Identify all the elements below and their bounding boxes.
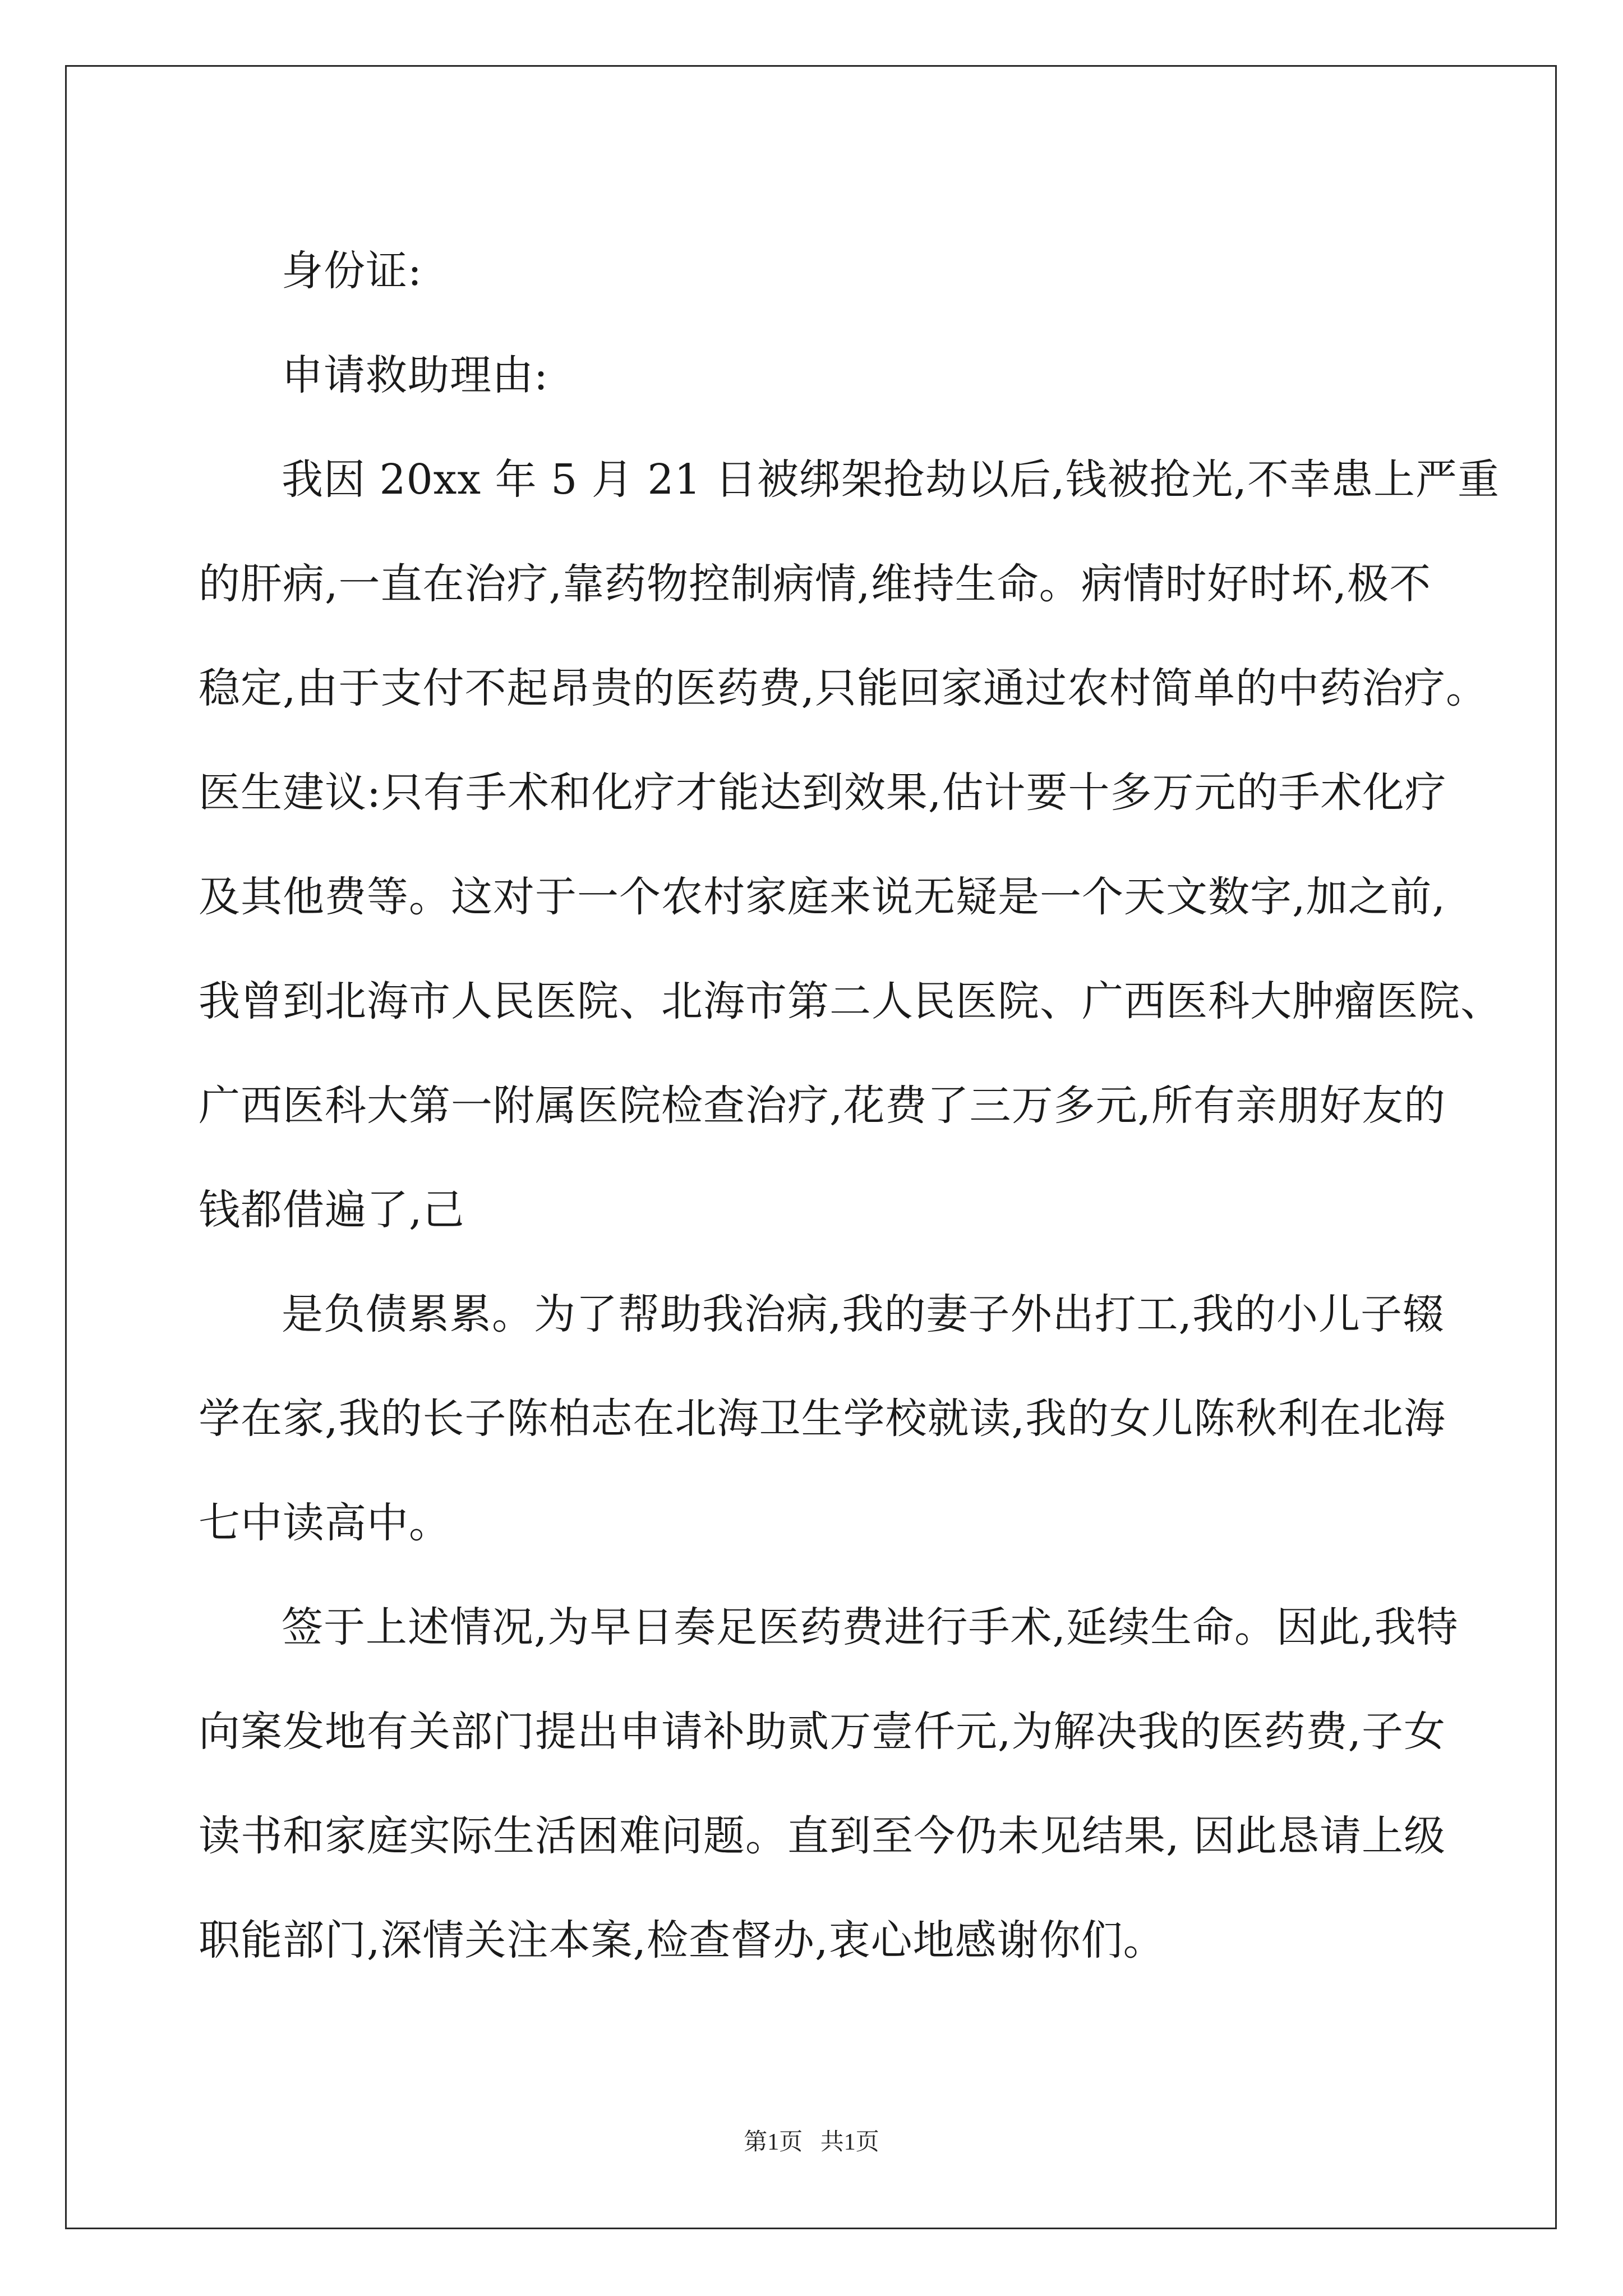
paragraph-3-line: 职能部门,深情关注本案,检查督办,衷心地感谢你们。 xyxy=(199,1916,1165,1964)
document-body xyxy=(199,219,1502,1993)
paragraph-1-line: 我曾到北海市人民医院、北海市第二人民医院、广西医科大肿瘤医院、 xyxy=(199,977,1502,1025)
paragraph-1-line: 的肝病,一直在治疗,靠药物控制病情,维持生命。病情时好时坏,极不 xyxy=(199,560,1432,608)
paragraph-1-line: 医生建议:只有手术和化疗才能达到效果,估计要十多万元的手术化疗 xyxy=(199,769,1447,817)
paragraph-1-line: 稳定,由于支付不起昂贵的医药费,只能回家通过农村简单的中药治疗。 xyxy=(199,664,1488,712)
paragraph-3-line: 向案发地有关部门提出申请补助贰万壹仟元,为解决我的医药费,子女 xyxy=(199,1708,1446,1756)
page-footer xyxy=(0,2123,1623,2157)
paragraph-3 xyxy=(199,1575,1466,1993)
paragraph-2-line: 学在家,我的长子陈柏志在北海卫生学校就读,我的女儿陈秋利在北海 xyxy=(199,1395,1446,1443)
id-label: 身份证: xyxy=(282,247,422,295)
paragraph-1 xyxy=(199,427,1502,1262)
paragraph-3-line: 签于上述情况,为早日奏足医药费进行手术,延续生命。因此,我特 xyxy=(282,1603,1459,1651)
paragraph-1-line: 广西医科大第一附属医院检查治疗,花费了三万多元,所有亲朋好友的 xyxy=(199,1082,1446,1130)
paragraph-2-line: 是负债累累。为了帮助我治病,我的妻子外出打工,我的小儿子辍 xyxy=(282,1290,1445,1338)
paragraph-1-line: 及其他费等。这对于一个农村家庭来说无疑是一个天文数字,加之前, xyxy=(199,873,1446,921)
paragraph-1-line: 我因 20xx 年 5 月 21 日被绑架抢劫以后,钱被抢光,不幸患上严重 xyxy=(282,455,1500,504)
paragraph-1-line: 钱都借遍了,己 xyxy=(199,1186,465,1234)
paragraph-2-line: 七中读高中。 xyxy=(199,1499,451,1547)
reason-label: 申请救助理由: xyxy=(282,351,548,399)
page-number: 第1页 共1页 xyxy=(744,2129,879,2155)
paragraph-3-line: 读书和家庭实际生活困难问题。直到至今仍未见结果, 因此恳请上级 xyxy=(199,1812,1446,1860)
paragraph-2 xyxy=(199,1262,1466,1575)
